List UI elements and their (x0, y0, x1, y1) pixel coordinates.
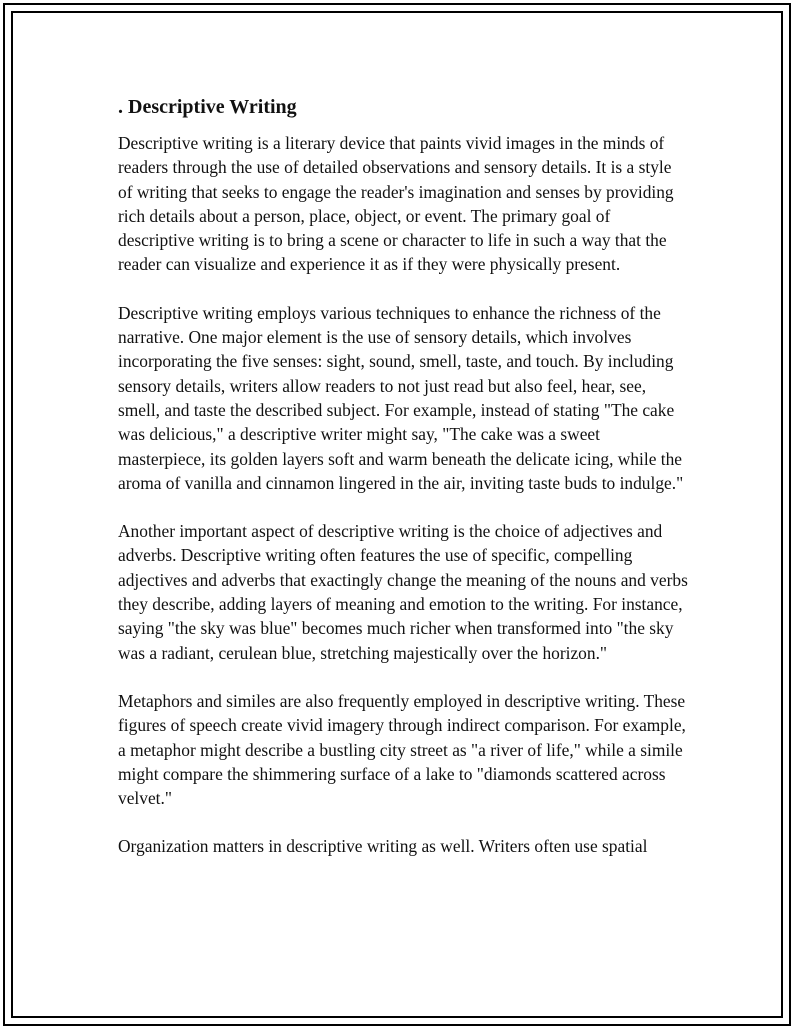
document-title: . Descriptive Writing (118, 96, 297, 118)
paragraph-metaphors-similes: Metaphors and similes are also frequently employed in descriptive writing. These figures of speech create vivid imagery through indirect comparison. For example, a metaphor might describe a bustling city street as "a river of life," while a simile might compare the shimmering surface of a lake to "diamonds scattered across velvet." (118, 690, 686, 809)
paragraph-intro: Descriptive writing is a literary device that paints vivid images in the minds of readers through the use of detailed observations and sensory details. It is a style of writing that seeks to engage the reader's imagination and senses by providing rich details about a person, place, object, or event. The primary goal of descriptive writing is to bring a scene or character to life in such a way that the reader can visualize and experience it as if they were physically present. (118, 133, 674, 275)
paragraph-sensory-details: Descriptive writing employs various techniques to enhance the richness of the narrative. One major element is the use of sensory details, which involves incorporating the five senses: sight, sound, smell, taste, and touch. By including sensory details, writers allow readers to not just read but also feel, hear, see, smell, and taste the described subject. For example, instead of stating "The cake was delicious," a descriptive writer might say, "The cake was a sweet masterpiece, its golden layers soft and warm beneath the delicate icing, while the aroma of vanilla and cinnamon lingered in the air, inviting taste buds to indulge." (118, 302, 684, 493)
paragraph-organization: Organization matters in descriptive writing as well. Writers often use spatial (118, 836, 648, 857)
document-body (118, 93, 688, 883)
paragraph-adjectives-adverbs: Another important aspect of descriptive writing is the choice of adjectives and adverbs. Descriptive writing often features the use of specific, compelling adjectives and adverbs that exactingly change the meaning of the nouns and verbs they describe, adding layers of meaning and emotion to the writing. For instance, saying "the sky was blue" becomes much richer when transformed into "the sky was a radiant, cerulean blue, stretching majestically over the horizon." (118, 521, 688, 663)
